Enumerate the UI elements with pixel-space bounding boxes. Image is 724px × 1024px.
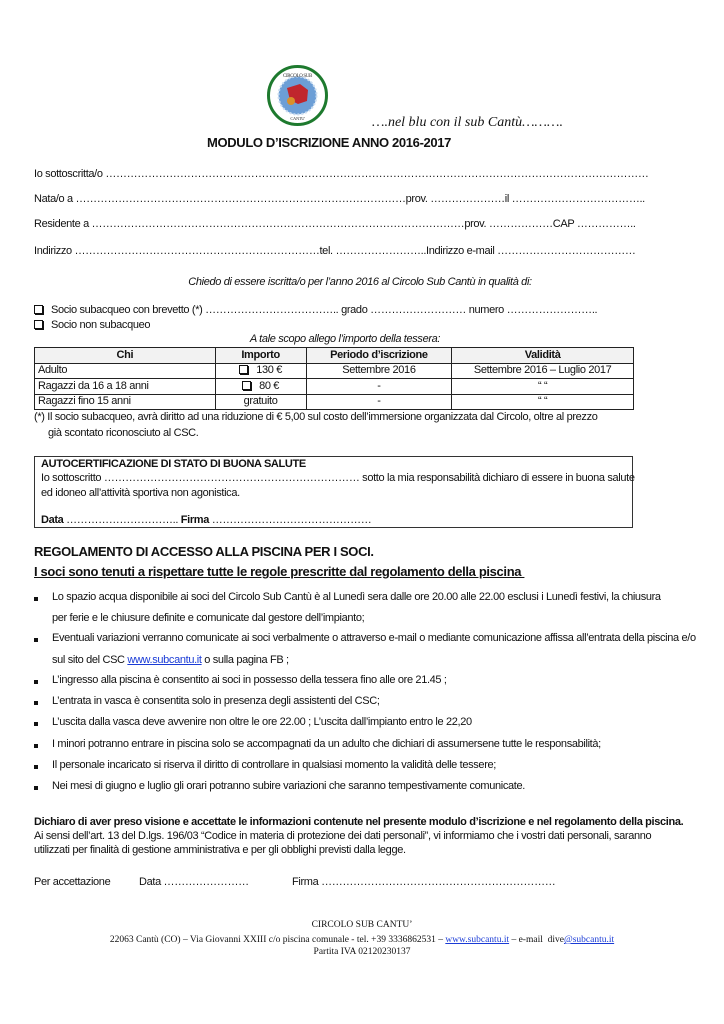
date-field[interactable]: Data ……………………	[139, 876, 249, 888]
health-text[interactable]: Io sottoscritto ……………………………………………………………… sotto la mia responsabilità dichiaro di essere in buona salute	[41, 472, 635, 484]
address-field[interactable]: Indirizzo ……………………………………………………………tel. ……………………..Indirizzo e-mail …………………………………	[34, 245, 636, 257]
logo-emblem-icon	[270, 68, 325, 123]
bullet-icon	[34, 744, 38, 748]
footnote: (*) Il socio subacqueo, avrà diritto ad una riduzione di € 5,00 sul costo dell’immersione organizzata dal Circolo, oltre al prezzo	[34, 411, 598, 423]
cell: Ragazzi fino 15 anni	[35, 394, 216, 410]
signature-field[interactable]: Firma …………………………………………………………	[292, 876, 556, 888]
table-row	[35, 363, 634, 379]
rule-item: Eventuali variazioni verranno comunicate ai soci verbalmente o attraverso e-mail o mediante comunicazione affissa all’entrata della piscina e/o	[52, 632, 696, 644]
checkbox[interactable]	[34, 305, 43, 314]
checkbox[interactable]	[242, 381, 251, 390]
rule-item: Il personale incaricato si riserva il diritto di controllare in qualsiasi momento la validità delle tessere;	[52, 759, 496, 771]
cell: “ “	[452, 379, 634, 395]
cell: Settembre 2016	[306, 363, 452, 379]
checkbox[interactable]	[239, 365, 248, 374]
bullet-icon	[34, 597, 38, 601]
rules-subtitle: I soci sono tenuti a rispettare tutte le regole prescritte dal regolamento della piscina	[34, 564, 525, 579]
footer-vat: Partita IVA 02120230137	[313, 947, 411, 957]
bullet-icon	[34, 722, 38, 726]
checkbox[interactable]	[34, 320, 43, 329]
health-title: AUTOCERTIFICAZIONE DI STATO DI BUONA SALUTE	[41, 458, 306, 470]
bullet-icon	[34, 786, 38, 790]
tagline: ….nel blu con il sub Cantù……….	[372, 115, 563, 130]
footer-name: CIRCOLO SUB CANTU’	[311, 920, 413, 930]
footer-email-link[interactable]: @subcantu.it	[563, 935, 615, 945]
table-caption: A tale scopo allego l’importo della tessera:	[249, 333, 441, 345]
page-title: MODULO D’ISCRIZIONE ANNO 2016-2017	[207, 135, 452, 150]
fees-table	[34, 347, 634, 410]
col-header: Periodo d’iscrizione	[306, 348, 452, 364]
rule-item: I minori potranno entrare in piscina solo se accompagnati da un adulto che dichiari di assumersene tutte le responsabilità;	[52, 738, 601, 750]
footnote: già scontato riconosciuto al CSC.	[48, 427, 199, 439]
bullet-icon	[34, 765, 38, 769]
cell: -	[306, 394, 452, 410]
rule-item: per ferie e le chiusure definite e comunicate dal gestore dell’impianto;	[52, 612, 365, 624]
cell: Settembre 2016 – Luglio 2017	[452, 363, 634, 379]
bullet-icon	[34, 638, 38, 642]
rule-item: L’uscita dalla vasca deve avvenire non oltre le ore 22.00 ; L’uscita dall’impianto entro le 22,20	[52, 716, 472, 728]
cell: Adulto	[35, 363, 216, 379]
rule-item: L’ingresso alla piscina è consentito ai soci in possesso della tessera fino alle ore 21.45 ;	[52, 674, 447, 686]
cell[interactable]: 130 €	[215, 363, 306, 379]
residence-field[interactable]: Residente a ……………………………………………………………………………………………prov. ………………CAP ……………..	[34, 218, 636, 230]
bullet-icon	[34, 701, 38, 705]
request-text: Chiedo di essere iscritta/o per l’anno 2016 al Circolo Sub Cantù in qualità di:	[188, 276, 532, 288]
bullet-icon	[34, 680, 38, 684]
privacy-text: Ai sensi dell’art. 13 del D.lgs. 196/03 “Codice in materia di protezione dei dati personali”, vi informiamo che i vostri dati personali, saranno	[34, 830, 652, 842]
svg-text:CIRCOLO SUB: CIRCOLO SUB	[282, 74, 313, 79]
rule-item: Nei mesi di giugno e luglio gli orari potranno subire variazioni che saranno tempestivamente comunicate.	[52, 780, 525, 792]
rule-item: Lo spazio acqua disponibile ai soci del Circolo Sub Cantù è al Lunedì sera dalle ore 20.00 alle 22.00 esclusi i Lunedì festivi, la chiusura	[52, 591, 661, 603]
table-row	[35, 379, 634, 395]
club-logo	[267, 65, 328, 126]
cell: “ “	[452, 394, 634, 410]
option-label: Socio non subacqueo	[51, 319, 151, 331]
col-header: Chi	[35, 348, 216, 364]
name-field[interactable]: Io sottoscritta/o ………………………………………………………………………………………………………………………………………	[34, 168, 649, 180]
cell: -	[306, 379, 452, 395]
acceptance-label: Per accettazione	[34, 876, 111, 888]
col-header: Validità	[452, 348, 634, 364]
health-signature[interactable]: Data ………………………….. Firma ………………………………………	[41, 514, 372, 526]
declaration-bold: Dichiaro di aver preso visione e accettate le informazioni contenute nel presente modulo d’iscrizione e nel regolamento della piscina.	[34, 816, 684, 828]
option-label: Socio subacqueo con brevetto (*) ……………………………….. grado ……………………… numero ……………………..	[51, 304, 598, 316]
option-diver[interactable]	[34, 304, 597, 317]
rule-item: sul sito del CSC www.subcantu.it o sulla pagina FB ;	[52, 654, 289, 666]
cell: Ragazzi da 16 a 18 anni	[35, 379, 216, 395]
rule-item: L’entrata in vasca è consentita solo in presenza degli assistenti del CSC;	[52, 695, 380, 707]
option-non-diver[interactable]	[34, 319, 150, 332]
rules-title: REGOLAMENTO DI ACCESSO ALLA PISCINA PER I SOCI.	[34, 544, 374, 559]
privacy-text: utilizzati per finalità di gestione amministrativa e per gli obblighi previsti dalla legge.	[34, 844, 406, 856]
svg-text:CANTU': CANTU'	[290, 116, 305, 121]
footer-website-link[interactable]: www.subcantu.it	[445, 935, 510, 945]
footer-address: 22063 Cantù (CO) – Via Giovanni XXIII c/o piscina comunale - tel. +39 3336862531 – www.subcantu.it – e-mail dive@subcantu.it	[109, 935, 615, 945]
table-row	[35, 394, 634, 410]
cell[interactable]: 80 €	[215, 379, 306, 395]
birth-field[interactable]: Nata/o a …………………………………………………………………………………prov. …………………il ………………………………..	[34, 193, 645, 205]
col-header: Importo	[215, 348, 306, 364]
website-link[interactable]: www.subcantu.it	[127, 654, 202, 666]
health-text: ed idoneo all’attività sportiva non agonistica.	[41, 487, 240, 499]
cell: gratuito	[215, 394, 306, 410]
